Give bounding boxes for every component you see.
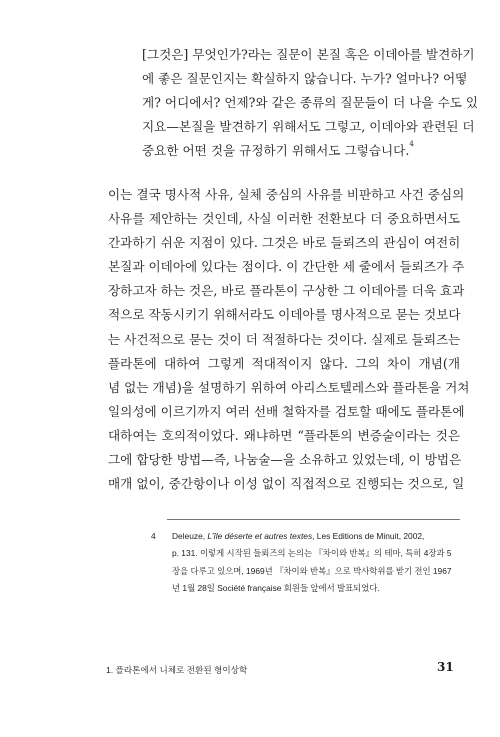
footnote-number: 4 xyxy=(151,531,156,541)
quote-line: 지요—본질을 발견하기 위해서도 그렇고, 이데아와 관련된 더 xyxy=(142,119,475,135)
footnote-reference[interactable]: 4 xyxy=(409,140,414,149)
footnote-divider xyxy=(167,519,460,520)
body-line: 이는 결국 명사적 사유, 실체 중심의 사유를 비판하고 사건 중심의 xyxy=(108,187,465,202)
footnote-line: 장을 다루고 있으며, 1969년 『차이와 반복』으로 박사학위를 받기 전인 1967 xyxy=(172,565,452,576)
footnote-author: Deleuze, xyxy=(172,531,208,541)
body-line: 간과하기 쉬운 지점이 있다. 그것은 바로 들뢰즈의 관심이 여전히 xyxy=(108,235,461,251)
footnote-line: p. 131. 이렇게 시작된 들뢰즈의 논의는 『차이와 반복』의 테마, 특히 4장과 5 xyxy=(172,548,452,559)
body-line: 장하고자 하는 것은, 바로 플라톤이 구상한 그 이데아를 더욱 효과 xyxy=(108,283,465,299)
body-line: 플라톤에 대하여 그렇게 적대적이지 않다. 그의 차이 개념(개 xyxy=(108,355,460,371)
running-head: 1. 플라톤에서 니체로 전환된 형이상학 xyxy=(106,665,248,675)
page-number: 31 xyxy=(437,660,454,674)
body-paragraph xyxy=(108,183,470,496)
body-line: 일의성에 이르기까지 여러 선배 철학자를 검토할 때에도 플라톤에 xyxy=(108,403,465,419)
quote-text: 중요한 어떤 것을 규정하기 위해서도 그렇습니다. xyxy=(142,143,410,159)
body-line: 본질과 이데아에 있다는 점이다. 이 간단한 세 줄에서 들뢰즈가 주 xyxy=(108,259,465,275)
footnote-publication: , Les Editions de Minuit, 2002, xyxy=(312,531,425,541)
footnote-line: 년 1월 28일 Société française 회원들 앞에서 발표되었다. xyxy=(172,583,380,594)
quote-line: 에 좋은 질문인지는 확실하지 않습니다. 누가? 얼마나? 어떻 xyxy=(142,71,468,87)
block-quote xyxy=(142,43,479,163)
footnote-book-title: L’île déserte et autres textes xyxy=(207,531,313,541)
body-line: 매개 없이, 중간항이나 이성 없이 직접적으로 진행되는 것으로, 일 xyxy=(108,476,465,492)
body-line: 사유를 제안하는 것인데, 사실 이러한 전환보다 더 중요하면서도 xyxy=(108,211,460,227)
quote-line xyxy=(142,139,460,163)
body-line: 는 사건적으로 묻는 것이 더 적절하다는 것이다. 실제로 들뢰즈는 xyxy=(108,331,461,347)
quote-line: [그것은] 무엇인가?라는 질문이 본질 혹은 이데아를 발견하기 xyxy=(142,47,475,62)
footnote xyxy=(151,528,472,598)
footnote-line xyxy=(172,528,472,545)
body-line: 대하여는 호의적이었다. 왜냐하면 “플라톤의 변증술이라는 것은 xyxy=(108,427,460,443)
body-line: 념 없는 개념)을 설명하기 위하여 아리스토텔레스와 플라톤을 거쳐 xyxy=(108,379,470,395)
body-line: 적으로 작동시키기 위해서라도 이데아를 명사적으로 묻는 것보다 xyxy=(108,307,461,323)
body-line: 그에 합당한 방법—즉, 나눔술—을 소유하고 있었는데, 이 방법은 xyxy=(108,452,462,468)
quote-line: 게? 어디에서? 언제?와 같은 종류의 질문들이 더 나을 수도 있 xyxy=(142,95,479,111)
